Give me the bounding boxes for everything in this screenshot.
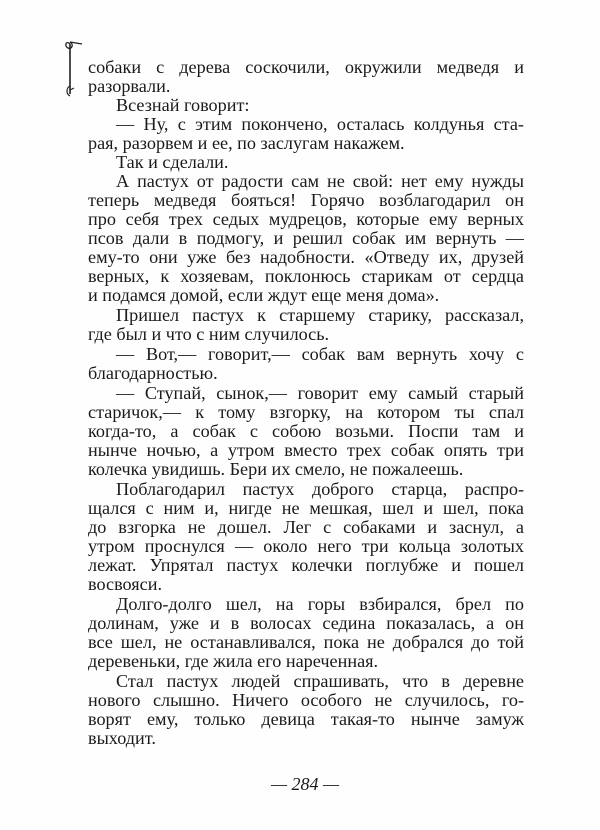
text-line: разорвали. <box>88 76 171 96</box>
text-line: благодарностью. <box>88 363 218 383</box>
text-line: восвояси. <box>88 574 163 594</box>
text-line: Пришел пастух к старшему старику, рассказал, <box>116 305 524 325</box>
ornament-icon <box>62 38 84 100</box>
text-line: Долго-долго шел, на горы взбирался, брел по <box>116 594 524 614</box>
text-line: Так и сделали. <box>116 152 229 172</box>
text-line: ему-то они уже без надобности. «Отведу их, друзей <box>88 247 524 267</box>
text-line: — Вот,— говорит,— собак вам вернуть хочу с <box>116 344 524 364</box>
text-line: когда-то, а собак с собою возьми. Поспи там и <box>88 421 524 441</box>
text-line: где был и что с ним случилось. <box>88 324 330 344</box>
text-line: Поблагодарил пастух доброго старца, распро- <box>116 479 524 499</box>
text-line: рая, разорвем и ее, по заслугам накажем. <box>88 133 405 153</box>
text-line: — Ну, с этим покончено, осталась колдунья ста- <box>116 114 524 134</box>
text-line: деревеньки, где жила его нареченная. <box>88 651 379 671</box>
text-line: теперь медведя бояться! Горячо возблагодарил он <box>88 190 524 210</box>
text-line: Всезнай говорит: <box>116 95 250 115</box>
text-line: долинам, уже и в волосах седина показалась, а он <box>88 613 524 633</box>
text-line: ворят ему, только девица такая-то нынче замуж <box>88 709 524 729</box>
text-line: старичок,— к тому взгорку, на котором ты спал <box>88 402 524 422</box>
text-line: колечка увидишь. Бери их смело, не пожалеешь. <box>88 459 464 479</box>
text-line: нового слышно. Ничего особого не случилось, го- <box>88 690 524 710</box>
text-line: и подамся домой, если ждут еще меня дома». <box>88 285 440 305</box>
text-line: утром проснулся — около него три кольца золотых <box>88 536 524 556</box>
page-number: — 284 — <box>270 774 339 794</box>
text-line: А пастух от радости сам не свой: нет ему нужды <box>116 171 524 191</box>
text-line: выходит. <box>88 728 156 748</box>
text-line: щался с ним и, нигде не мешкая, шел и шел, пока <box>88 498 524 518</box>
text-line: все шел, не останавливался, пока не добрался до той <box>88 632 524 652</box>
text-line: до взгорка не дошел. Лег с собаками и заснул, а <box>88 517 524 537</box>
text-line: нынче ночью, а утром вместо трех собак опять три <box>88 440 524 460</box>
text-line: верных, к хозяевам, поклонюсь старикам от сердца <box>88 266 524 286</box>
text-line: собаки с дерева соскочили, окружили медведя и <box>88 57 524 77</box>
text-line: лежат. Упрятал пастух колечки поглубже и пошел <box>88 555 524 575</box>
text-line: Стал пастух людей спрашивать, что в деревне <box>116 671 524 691</box>
text-line: про себя трех седых мудрецов, которые ему верных <box>88 209 524 229</box>
text-line: псов дали в подмогу, и решил собак им вернуть — <box>88 228 524 248</box>
text-line: — Ступай, сынок,— говорит ему самый старый <box>116 383 524 403</box>
